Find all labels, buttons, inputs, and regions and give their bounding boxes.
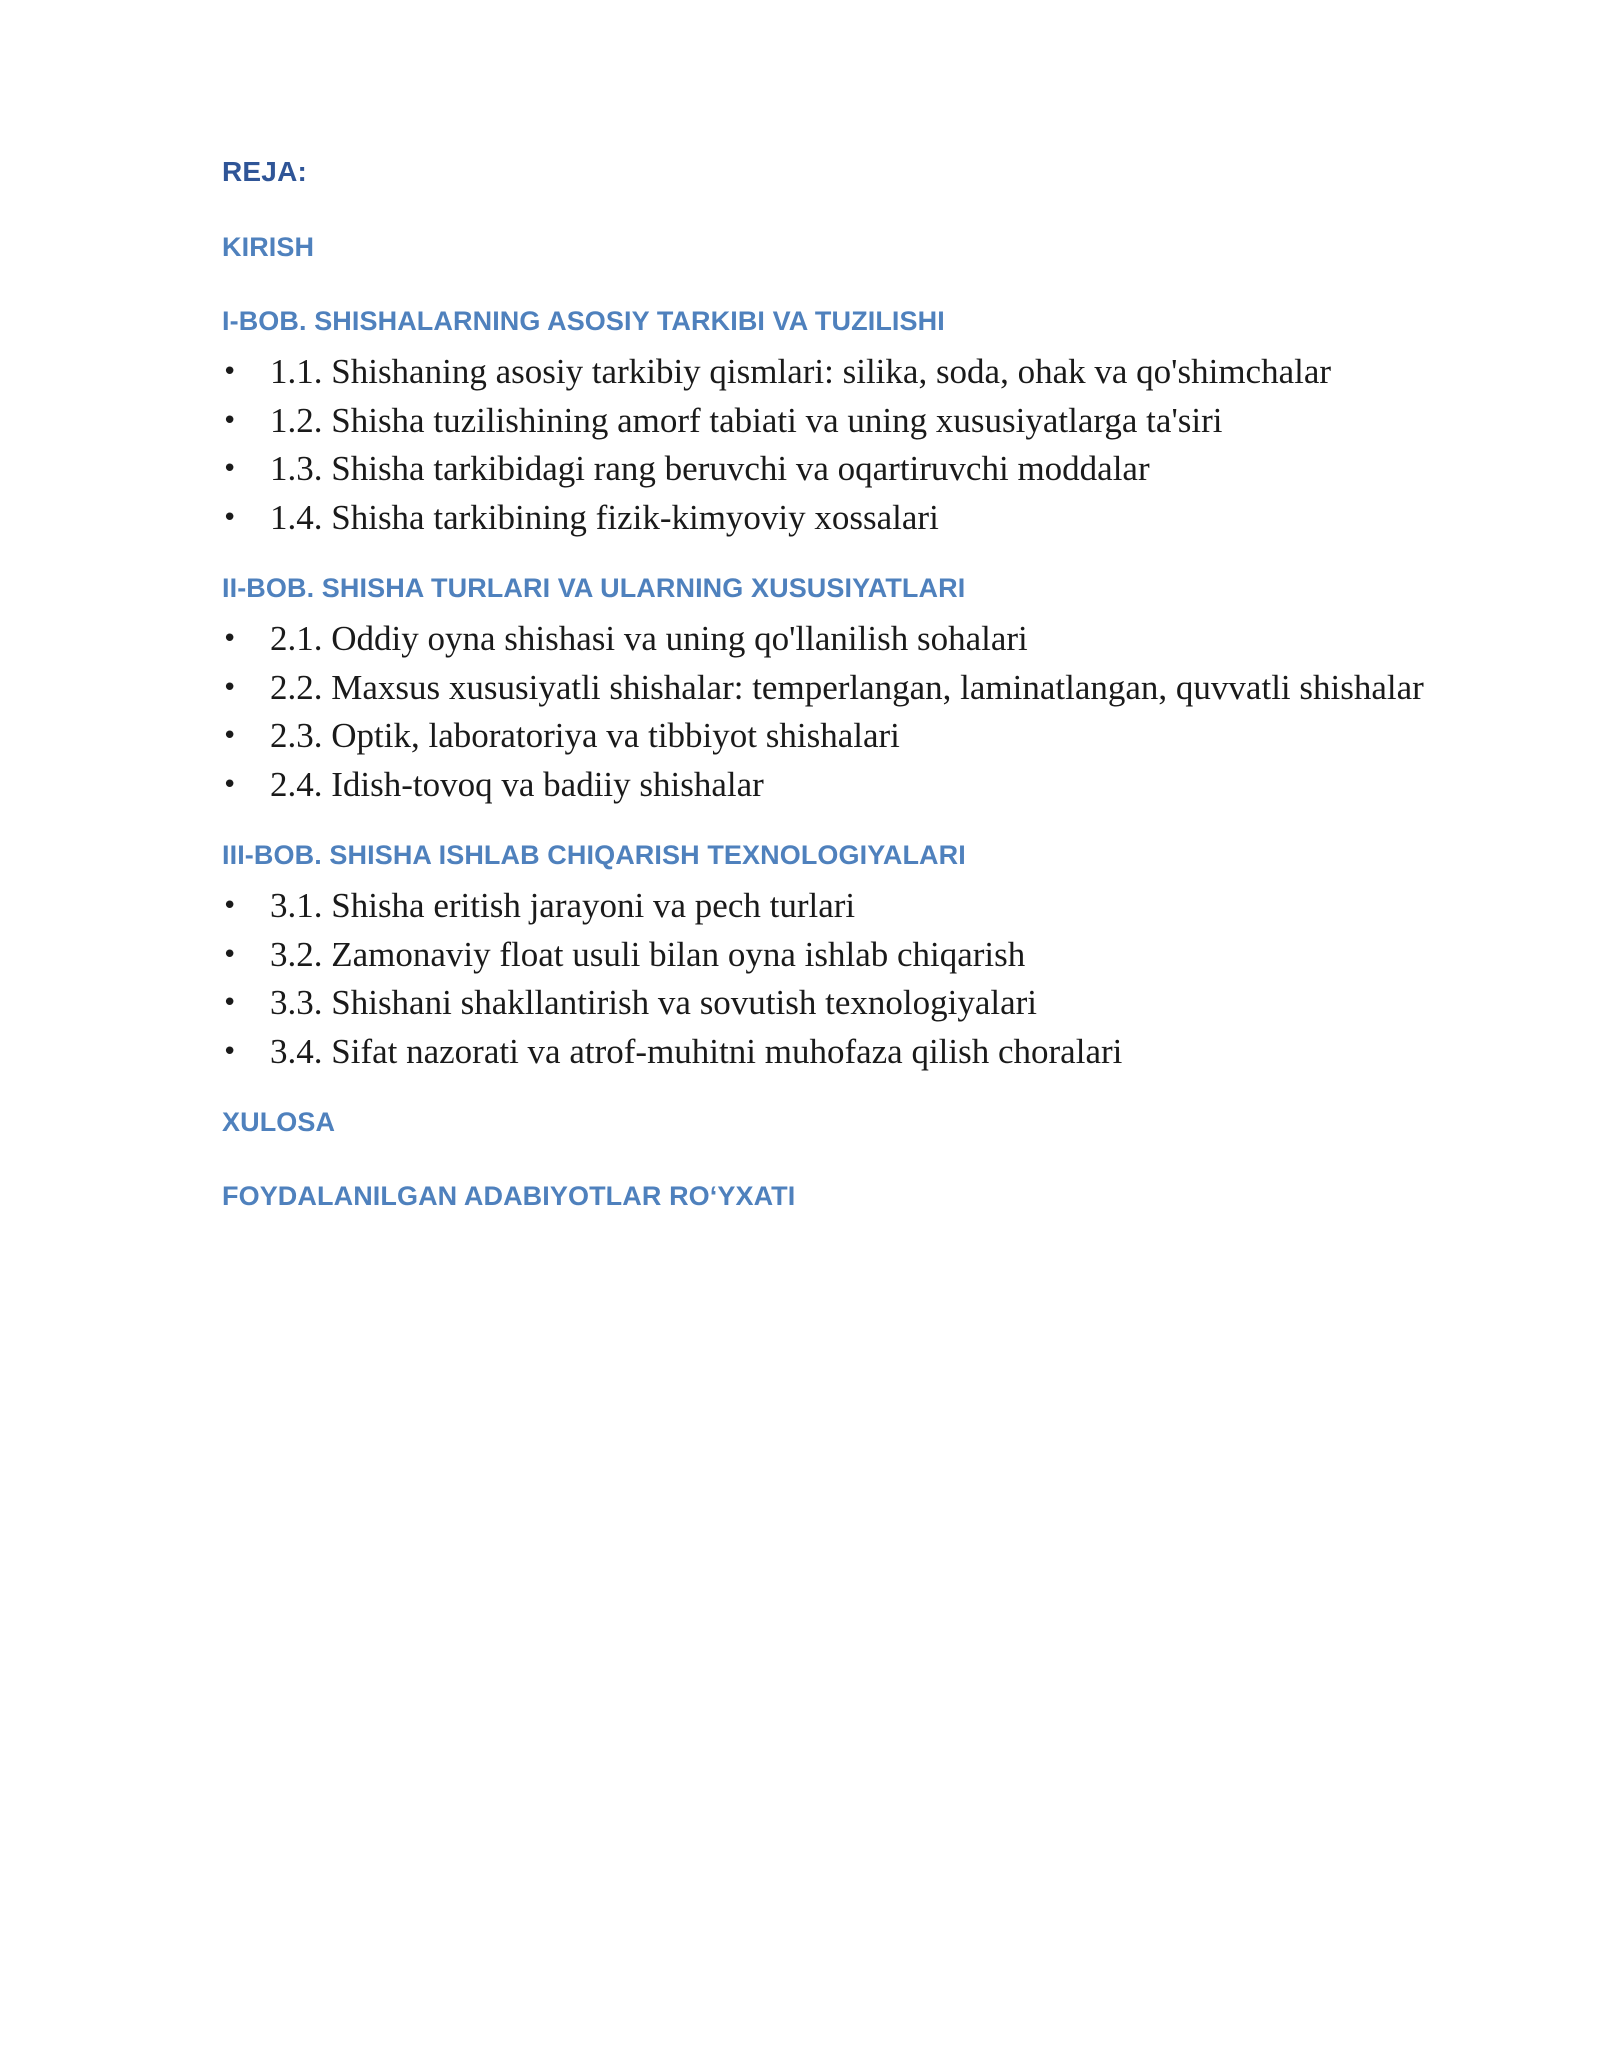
bullet-icon: • bbox=[222, 939, 238, 970]
bullet-icon: • bbox=[222, 454, 238, 484]
document-content bbox=[222, 150, 1522, 1218]
list-item bbox=[222, 397, 1522, 446]
bullet-icon: • bbox=[222, 891, 238, 921]
list-item-text: 2.1. Oddiy oyna shishasi va uning qo'llanilish sohalari bbox=[270, 619, 1028, 658]
list-item bbox=[222, 761, 1522, 810]
bullet-icon: • bbox=[222, 405, 238, 436]
bullet-icon: • bbox=[222, 988, 238, 1018]
chapter-2-list bbox=[222, 615, 1522, 809]
intro-heading: KIRISH bbox=[222, 232, 315, 262]
list-item bbox=[222, 445, 1522, 494]
references-heading: FOYDALANILGAN ADABIYOTLAR RO‘YXATI bbox=[222, 1181, 796, 1211]
chapter-1-heading: I-BOB. SHISHALARNING ASOSIY TARKIBI VA TUZILISHI bbox=[222, 306, 945, 336]
chapter-3-heading: III-BOB. SHISHA ISHLAB CHIQARISH TEXNOLOGIYALARI bbox=[222, 840, 966, 870]
list-item-text: 3.3. Shishani shakllantirish va sovutish texnologiyalari bbox=[270, 983, 1038, 1022]
list-item bbox=[222, 664, 1522, 713]
list-item-text: 2.2. Maxsus xususiyatli shishalar: temperlangan, laminatlangan, quvvatli shishalar bbox=[270, 667, 1424, 707]
chapter-3-list bbox=[222, 882, 1522, 1076]
list-item-text: 1.1. Shishaning asosiy tarkibiy qismlari: silika, soda, ohak va qo'shimchalar bbox=[270, 352, 1332, 391]
list-item-text: 3.4. Sifat nazorati va atrof-muhitni muhofaza qilish choralari bbox=[270, 1031, 1123, 1071]
bullet-icon: • bbox=[222, 769, 238, 800]
bullet-icon: • bbox=[222, 1036, 238, 1067]
list-item-text: 3.1. Shisha eritish jarayoni va pech turlari bbox=[270, 886, 856, 925]
list-item bbox=[222, 979, 1522, 1028]
list-item-text: 3.2. Zamonaviy float usuli bilan oyna ishlab chiqarish bbox=[270, 934, 1026, 974]
list-item-text: 1.3. Shisha tarkibidagi rang beruvchi va oqartiruvchi moddalar bbox=[270, 449, 1150, 488]
chapter-2-heading: II-BOB. SHISHA TURLARI VA ULARNING XUSUSIYATLARI bbox=[222, 573, 966, 603]
bullet-icon: • bbox=[222, 357, 238, 387]
list-item-text: 2.4. Idish-tovoq va badiiy shishalar bbox=[270, 764, 764, 804]
conclusion-heading: XULOSA bbox=[222, 1107, 336, 1137]
list-item bbox=[222, 615, 1522, 664]
list-item bbox=[222, 348, 1522, 397]
bullet-icon: • bbox=[222, 502, 238, 533]
list-item bbox=[222, 931, 1522, 980]
list-item-text: 1.2. Shisha tuzilishining amorf tabiati va uning xususiyatlarga ta'siri bbox=[270, 400, 1223, 440]
bullet-icon: • bbox=[222, 721, 238, 751]
list-item bbox=[222, 494, 1522, 543]
bullet-icon: • bbox=[222, 624, 238, 654]
bullet-icon: • bbox=[222, 672, 238, 703]
list-item bbox=[222, 882, 1522, 931]
list-item-text: 2.3. Optik, laboratoriya va tibbiyot shishalari bbox=[270, 716, 900, 755]
list-item-text: 1.4. Shisha tarkibining fizik-kimyoviy xossalari bbox=[270, 497, 939, 537]
list-item bbox=[222, 1028, 1522, 1077]
plan-title: REJA: bbox=[222, 156, 308, 187]
list-item bbox=[222, 712, 1522, 761]
chapter-1-list bbox=[222, 348, 1522, 542]
